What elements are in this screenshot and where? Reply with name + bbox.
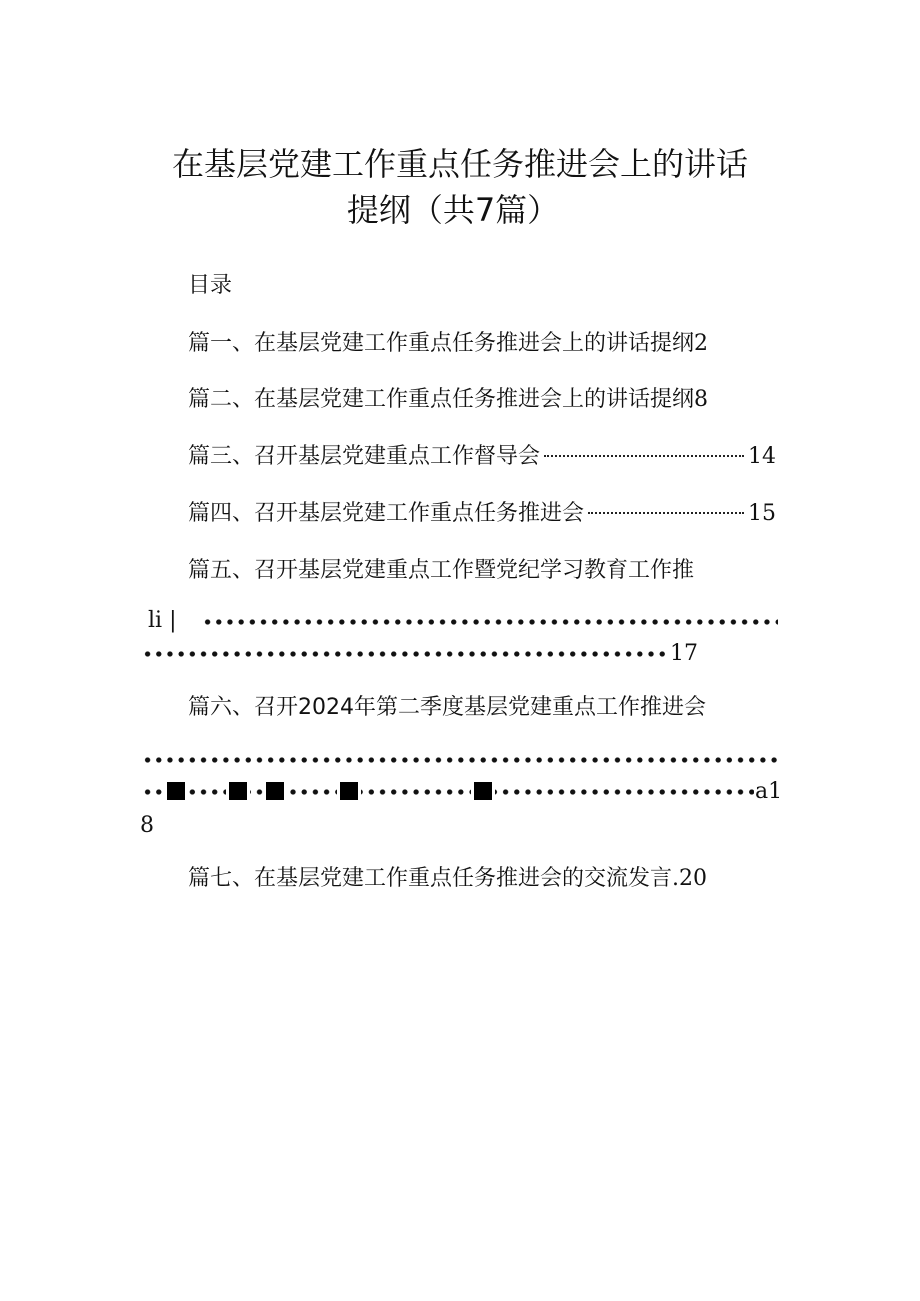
- toc-entry-label: 篇四、召开基层党建工作重点任务推进会: [188, 501, 585, 526]
- document-title-line1: 在基层党建工作重点任务推进会上的讲话: [171, 145, 748, 183]
- toc-entry-page: 2: [694, 331, 709, 356]
- toc-entry-label: 篇六、召开2024年第二季度基层党建重点工作推进会: [188, 695, 706, 720]
- toc-entry-page: 15: [748, 501, 776, 526]
- toc-entry-1[interactable]: [188, 328, 776, 360]
- toc-entry-page: 14: [748, 444, 776, 469]
- dot-leader: [544, 455, 744, 457]
- dot-leader: [142, 650, 666, 658]
- toc-entry-5[interactable]: [188, 555, 776, 587]
- toc-entry-page: 8: [694, 387, 709, 412]
- dot-leader: [202, 618, 778, 626]
- toc-entry-label: 篇七、在基层党建工作重点任务推进会的交流发言: [188, 866, 673, 891]
- toc-entry-page: .20: [672, 866, 708, 891]
- toc-entry-label: 篇五、召开基层党建重点工作暨党纪学习教育工作推: [188, 558, 695, 583]
- toc-entry-2[interactable]: [188, 384, 776, 416]
- dot-leader: [142, 788, 754, 796]
- toc-entry-7[interactable]: [188, 863, 776, 895]
- toc-entry-label: 篇二、在基层党建工作重点任务推进会上的讲话提纲: [188, 387, 695, 412]
- leader-block-glyph: [266, 782, 284, 800]
- toc-entry-page-wrap: 8: [140, 813, 154, 838]
- toc-entry-page: 17: [670, 641, 698, 666]
- toc-heading: 目录: [188, 273, 233, 298]
- leader-block-glyph: [340, 782, 358, 800]
- leader-block-glyph: [229, 782, 247, 800]
- document-title-line2: 提纲（共7篇）: [346, 191, 560, 229]
- toc-entry-label: 篇一、在基层党建工作重点任务推进会上的讲话提纲: [188, 331, 695, 356]
- dot-leader: [142, 756, 778, 764]
- toc-entry-continuation: li |: [148, 608, 177, 633]
- dot-leader: [588, 512, 744, 514]
- toc-entry-label: 篇三、召开基层党建重点工作督导会: [188, 444, 541, 469]
- toc-entry-4[interactable]: [188, 498, 776, 530]
- toc-entry-6[interactable]: [188, 692, 776, 724]
- toc-entry-3[interactable]: [188, 441, 776, 473]
- leader-block-glyph: [167, 782, 185, 800]
- leader-block-glyph: [474, 782, 492, 800]
- toc-entry-page: a1: [755, 779, 783, 804]
